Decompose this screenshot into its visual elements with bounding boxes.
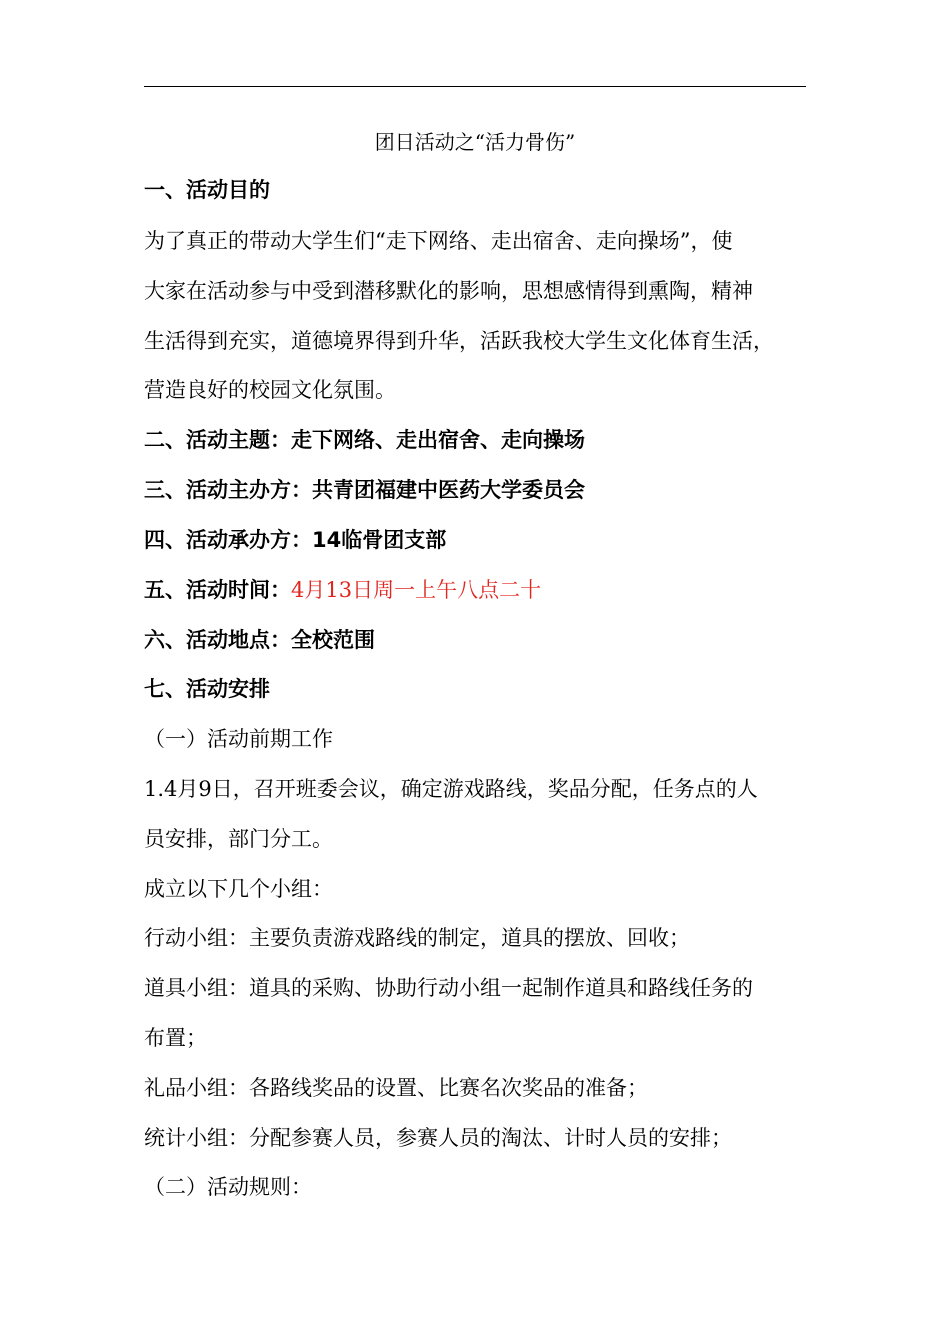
group-action: 行动小组：主要负责游戏路线的制定，道具的摆放、回收；	[144, 926, 690, 950]
item-1-line-1: 1.4月9日，召开班委会议，确定游戏路线，奖品分配，任务点的人	[144, 777, 758, 801]
group-gift: 礼品小组：各路线奖品的设置、比赛名次奖品的准备；	[144, 1076, 648, 1100]
section-1-para-line-2: 大家在活动参与中受到潜移默化的影响，思想感情得到熏陶，精神	[144, 279, 753, 303]
group-props-line-2: 布置；	[144, 1026, 207, 1050]
section-6-location: 六、活动地点：全校范围	[144, 628, 375, 652]
subsection-1-heading: （一）活动前期工作	[144, 727, 333, 751]
section-7-heading: 七、活动安排	[144, 677, 270, 701]
subsection-2-heading: （二）活动规则：	[144, 1175, 312, 1199]
section-5-time-value: 4月13日周一上午八点二十	[291, 578, 542, 602]
section-5-time	[144, 576, 824, 604]
section-5-label: 五、活动时间：	[144, 578, 291, 602]
section-1-para-line-3: 生活得到充实，道德境界得到升华，活跃我校大学生文化体育生活，	[144, 329, 774, 353]
groups-intro: 成立以下几个小组：	[144, 877, 333, 901]
section-1-para-line-1: 为了真正的带动大学生们“走下网络、走出宿舍、走向操场”，使	[144, 229, 733, 253]
section-1-para-line-4: 营造良好的校园文化氛围。	[144, 378, 396, 402]
group-stats: 统计小组：分配参赛人员，参赛人员的淘汰、计时人员的安排；	[144, 1126, 732, 1150]
section-2-theme: 二、活动主题：走下网络、走出宿舍、走向操场	[144, 428, 585, 452]
header-rule	[144, 86, 806, 87]
group-props-line-1: 道具小组：道具的采购、协助行动小组一起制作道具和路线任务的	[144, 976, 753, 1000]
section-1-heading: 一、活动目的	[144, 178, 270, 202]
item-1-line-2: 员安排，部门分工。	[144, 827, 333, 851]
document-title: 团日活动之“活力骨伤”	[374, 130, 576, 154]
section-4-host: 四、活动承办方：14临骨团支部	[144, 528, 447, 552]
section-3-organizer: 三、活动主办方：共青团福建中医药大学委员会	[144, 478, 585, 502]
